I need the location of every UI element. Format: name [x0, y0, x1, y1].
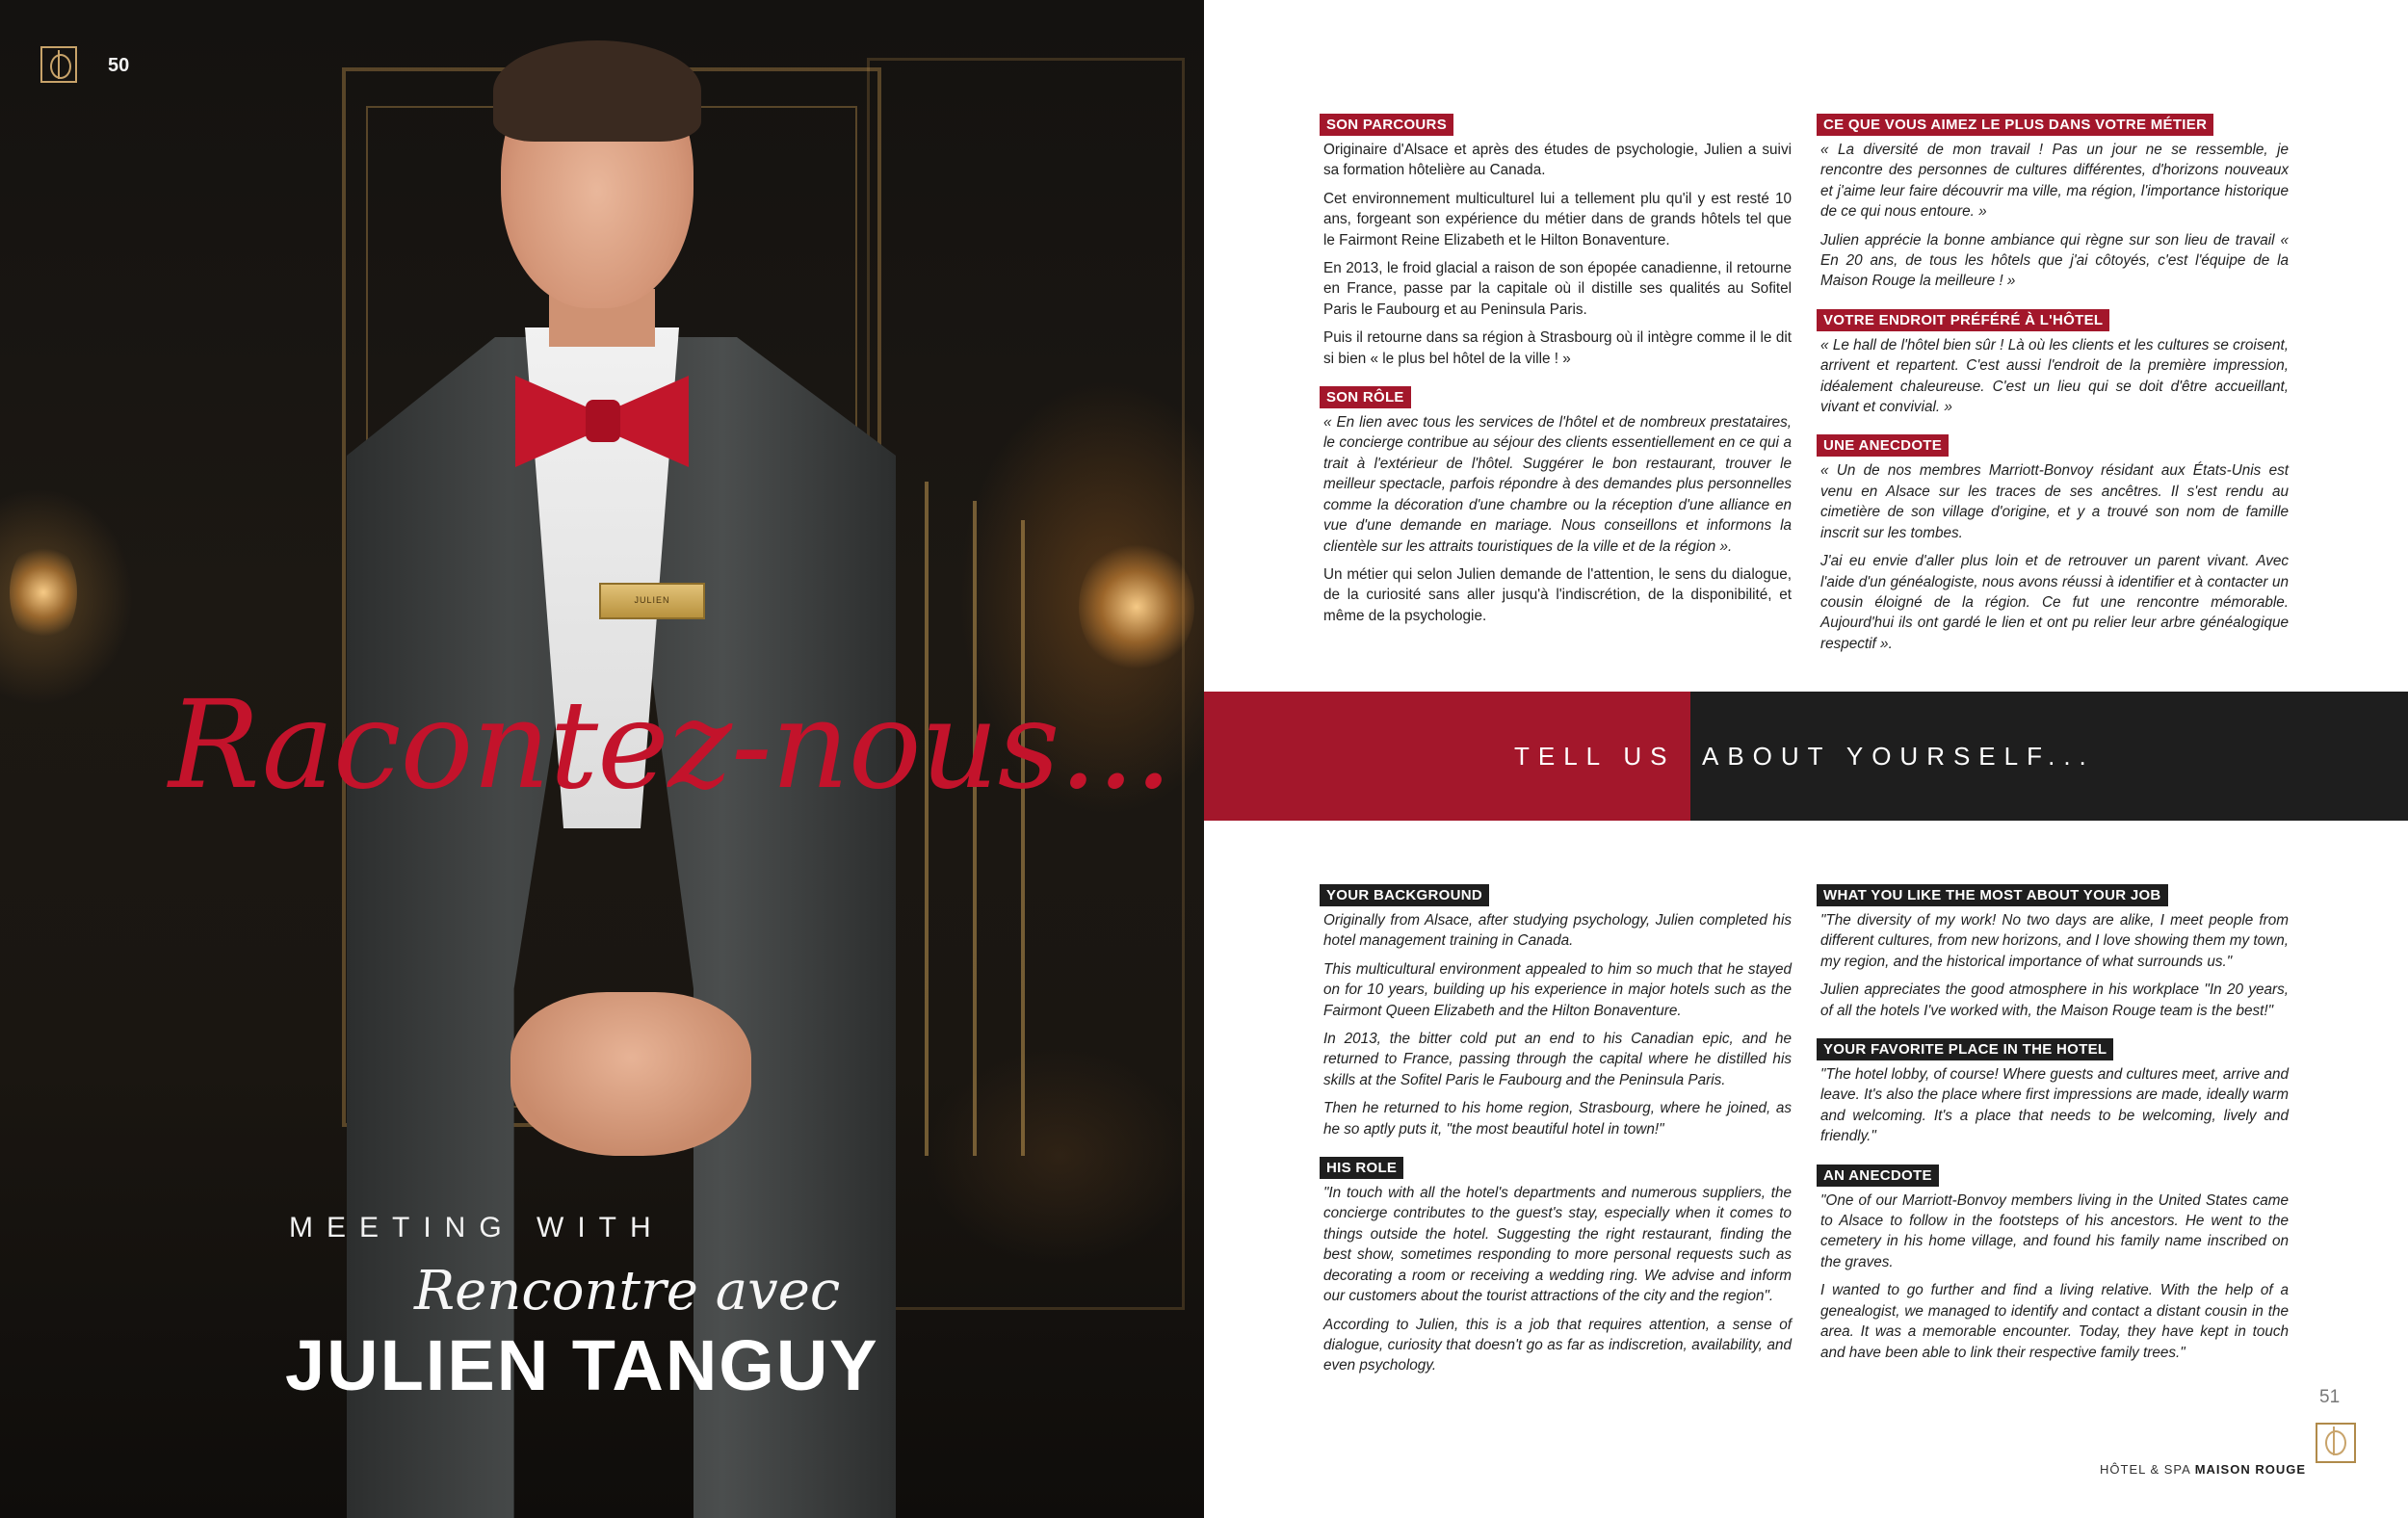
body-paragraph: Puis il retourne dans sa région à Strasbourg où il intègre comme il le dit si bien « le plus bel hôtel de la ville ! »	[1323, 329, 1792, 367]
maison-rouge-logo-icon	[40, 46, 77, 83]
rencontre-avec-label: Rencontre avec	[414, 1260, 841, 1322]
body-paragraph: Originaire d'Alsace et après des études de psychologie, Julien a suivi sa formation hôtelière au Canada.	[1323, 142, 1792, 179]
page-number-left: 50	[108, 55, 130, 76]
wall-lamp	[1079, 539, 1194, 674]
section-heading: HIS ROLE	[1320, 1157, 1403, 1179]
banner-text-part1: TELL US	[1514, 742, 1676, 771]
brand-name: MAISON ROUGE	[2194, 1462, 2307, 1477]
body-paragraph: "One of our Marriott-Bonvoy members living in the United States came to Alsace to follow in the footsteps of his ancestors. He went to the cemetery in his home village, and found his family name inscribed on the graves.	[1820, 1191, 2289, 1270]
body-paragraph: « Un de nos membres Marriott-Bonvoy résidant aux États-Unis est venu en Alsace sur les traces de ses ancêtres. Il s'est rendu au cimetière de son village d'origine, et y a trouvé son nom de famille inscrit sur les tombes.	[1820, 462, 2289, 541]
hair	[493, 40, 701, 142]
brass-bar	[1021, 520, 1025, 1156]
body-paragraph: Then he returned to his home region, Strasbourg, where he joined, as he so aptly puts it, "the most beautiful hotel in town!"	[1323, 1100, 1792, 1138]
body-paragraph: Originally from Alsace, after studying psychology, Julien completed his hotel management training in Canada.	[1323, 912, 1792, 950]
section-heading: SON PARCOURS	[1320, 114, 1453, 136]
english-column-left	[1320, 884, 1792, 1384]
body-paragraph: En 2013, le froid glacial a raison de son épopée canadienne, il retourne en France, passe par la capitale où il distille ses qualités au Sofitel Paris le Faubourg et au Peninsula Paris.	[1323, 260, 1792, 318]
body-paragraph: In 2013, the bitter cold put an end to his Canadian epic, and he returned to France, passing through the capital where he distilled his skills at the Sofitel Paris le Faubourg and the Peninsula Paris.	[1323, 1031, 1792, 1088]
title-script: Racontez-nous...	[169, 674, 1172, 816]
section-banner	[1204, 692, 2408, 821]
body-paragraph: J'ai eu envie d'aller plus loin et de retrouver un parent vivant. Avec l'aide d'un généalogiste, nous avons réussi à identifier et à contacter un cousin éloigné de la région. Ce fut une rencontre mémorable. Aujourd'hui ils ont gardé le lien et ont pu relier leur arbre généalogique respectif ».	[1820, 553, 2289, 652]
body-paragraph: "The hotel lobby, of course! Where guests and cultures meet, arrive and leave. It's also the place where first impressions are made, ideally warm and welcoming. It's a place that needs to be welcoming, lively and friendly."	[1820, 1066, 2289, 1145]
meeting-block	[285, 1212, 905, 1406]
body-paragraph: « En lien avec tous les services de l'hôtel et de nombreux prestataires, le concierge contribue au séjour des clients essentiellement en ce qui a trait à l'extérieur de l'hôtel. Suggérer le bon restaurant, trouver le meilleur spectacle, parfois répondre à des demandes plus personnelles comme la décoration d'une chambre ou la réception d'une alliance en vue d'une demande en mariage. Nous conseillons et informons la clientèle sur les attraits touristiques de la ville et de la région ».	[1323, 414, 1792, 555]
section-heading: CE QUE VOUS AIMEZ LE PLUS DANS VOTRE MÉTIER	[1817, 114, 2213, 136]
body-paragraph: Un métier qui selon Julien demande de l'attention, le sens du dialogue, de la curiosité sans aller jusqu'à l'indiscrétion, de la disponibilité, et même de la psychologie.	[1323, 565, 1792, 624]
body-paragraph: This multicultural environment appealed to him so much that he stayed on for 10 years, building up his experience in major hotels such as the Fairmont Queen Elizabeth and the Hilton Bonaventure.	[1323, 960, 1792, 1019]
maison-rouge-logo-icon	[2316, 1423, 2356, 1463]
body-paragraph: « La diversité de mon travail ! Pas un jour ne se ressemble, je rencontre des personnes de cultures différentes, d'horizons nouveaux et j'aime leur faire découvrir ma ville, ma région, l'importance historique de ce qui nous entoure. »	[1820, 142, 2289, 221]
body-paragraph: Cet environnement multiculturel lui a tellement plu qu'il y est resté 10 ans, forgeant son expérience du métier dans de grands hôtels tel que le Fairmont Reine Elizabeth et le Hilton Bonaventure.	[1323, 190, 1792, 249]
french-column-left	[1320, 114, 1792, 634]
brass-bar	[973, 501, 977, 1156]
person-name: JULIEN TANGUY	[285, 1325, 879, 1405]
section-heading: WHAT YOU LIKE THE MOST ABOUT YOUR JOB	[1817, 884, 2168, 906]
body-paragraph: I wanted to go further and find a living relative. With the help of a genealogist, we managed to identify and contact a distant cousin in the area. It was a memorable encounter. Today, they have kept in touch and have been able to link their respective family trees."	[1820, 1282, 2289, 1361]
section-heading: VOTRE ENDROIT PRÉFÉRÉ À L'HÔTEL	[1817, 309, 2109, 331]
name-badge	[599, 583, 705, 619]
body-paragraph: "In touch with all the hotel's departments and numerous suppliers, the concierge contributes to the guest's stay, especially when it comes to things outside the hotel. Suggesting the right restaurant, finding the best show, sometimes responding to more personal requests such as decorating a room or receiving a wedding ring. We advise and inform our customers about the tourist attractions of the city and the region".	[1323, 1185, 1792, 1305]
french-column-right	[1817, 114, 2289, 662]
body-paragraph: « Le hall de l'hôtel bien sûr ! Là où les clients et les cultures se croisent, arrivent et repartent. C'est aussi l'endroit de la première impression, idéalement chaleureuse. C'est un lieu qui se doit d'être accueillant, vivant et convivial. »	[1820, 336, 2289, 416]
meeting-with-label: MEETING WITH	[289, 1212, 665, 1243]
clasped-hands	[510, 992, 751, 1156]
section-heading: SON RÔLE	[1320, 386, 1411, 408]
section-heading: UNE ANECDOTE	[1817, 434, 1949, 457]
page-number-right: 51	[2319, 1387, 2341, 1407]
brand-prefix: HÔTEL & SPA	[2100, 1462, 2191, 1477]
english-column-right	[1817, 884, 2289, 1371]
footer-brand	[2100, 1462, 2306, 1477]
section-heading: YOUR BACKGROUND	[1320, 884, 1489, 906]
section-heading: AN ANECDOTE	[1817, 1165, 1939, 1187]
body-paragraph: According to Julien, this is a job that requires attention, a sense of dialogue, curiosity that doesn't go as far as indiscretion, availability, and even psychology.	[1323, 1316, 1792, 1374]
banner-text-part2: ABOUT YOURSELF...	[1702, 742, 2095, 771]
wall-lamp	[10, 539, 77, 645]
name-badge-text: JULIEN	[634, 595, 670, 605]
brass-bar	[925, 482, 929, 1156]
body-paragraph: Julien appreciates the good atmosphere in his workplace "In 20 years, of all the hotels I've worked with, the Maison Rouge team is the best!"	[1820, 981, 2289, 1019]
body-paragraph: "The diversity of my work! No two days are alike, I meet people from different cultures, from new horizons, and I love showing them my town, my region, and the historical importance of what surrounds us."	[1820, 912, 2289, 970]
bow-tie-knot	[586, 400, 620, 442]
body-paragraph: Julien apprécie la bonne ambiance qui règne sur son lieu de travail « En 20 ans, de tous les hôtels que j'ai côtoyés, c'est l'équipe de la Maison Rouge la meilleure ! »	[1820, 231, 2289, 290]
section-heading: YOUR FAVORITE PLACE IN THE HOTEL	[1817, 1038, 2113, 1060]
